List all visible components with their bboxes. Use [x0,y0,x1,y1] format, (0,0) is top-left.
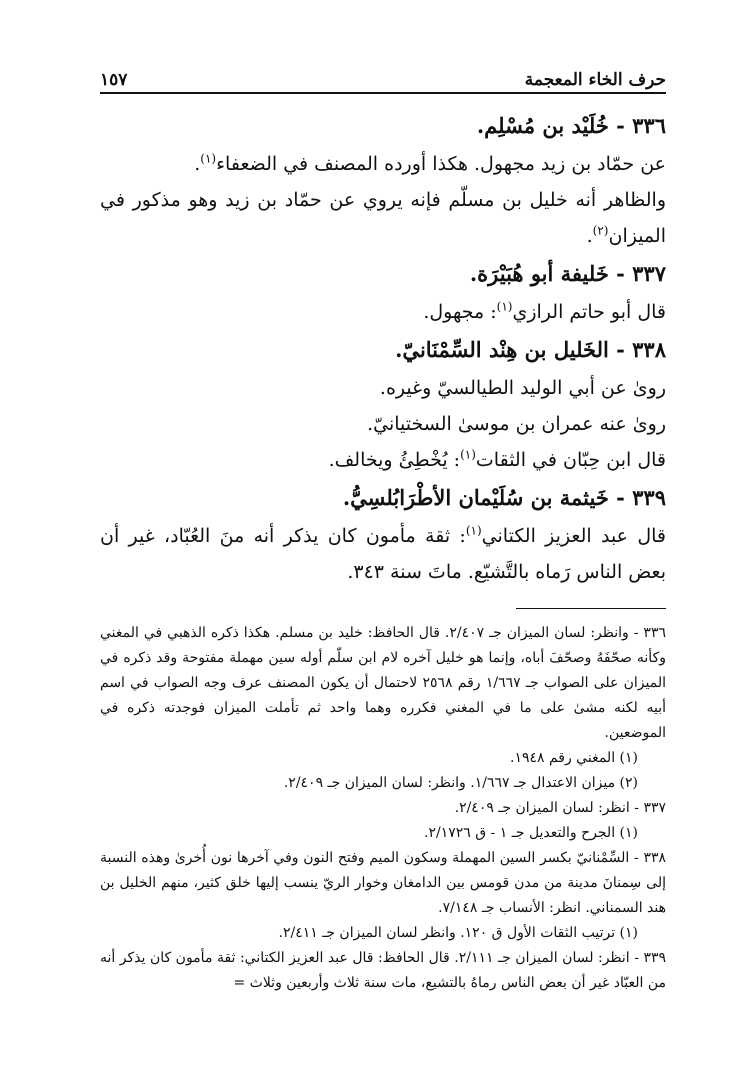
entries [100,106,666,590]
footnote-marker: (١) [200,151,217,166]
entry-line: قال أبو حاتم الرازي$^{(١)}$: مجهول. [423,299,666,323]
chapter-title: حرف الخاء المعجمة [524,70,666,90]
entry-line: والظاهر أنه خليل بن مسلّم فإنه يروي عن حمّاد بن زيد وهو مذكور في الميزان$^{(٢)}$. [100,189,666,247]
entry-heading: ٣٣٨ - الخَليل بن هِنْد السِّمْنَانيّ. [395,337,666,362]
entry-339 [100,478,666,590]
entry-line: روىٰ عن أبي الوليد الطيالسيّ وغيره. [379,377,666,399]
header-rule [100,92,666,94]
entry-336 [100,106,666,254]
running-header [100,60,666,90]
entry-338 [100,330,666,478]
footnote: ٣٣٧ - انظر: لسان الميزان جـ ٢/٤٠٩. [454,800,666,816]
footnotes [100,621,666,996]
footnote: ٣٣٨ - السِّمْنانيّ بكسر السين المهملة وسكون الميم وفتح النون وفي آخرها نون أُخرىٰ وهذه النسبة إلى سِمنانَ مدينة من مدن قومس بين الدامغان وخوار الريّ ينسب إليها خلق كثير، منهم الخليل بن هند السمناني. انظر: الأنساب جـ ٧/١٤٨. [100,850,666,916]
footnote: ٣٣٩ - انظر: لسان الميزان جـ ٢/١١١. قال الحافظ: قال عبد العزيز الكتاني: ثقة مأمون كان يذكر أنه من العبّاد غير أن بعض الناس رماهُ بالتشيع، مات سنة ثلاث وأربعين وثلاث = [100,950,667,991]
footnote: (٢) ميزان الاعتدال جـ ١/٦٦٧. وانظر: لسان الميزان جـ ٢/٤٠٩. [283,775,638,791]
footnote-marker: (١) [460,447,476,462]
footnote: (١) ترتيب الثقات الأول ق ١٢٠. وانظر لسان الميزان جـ ٢/٤١١. [278,925,638,941]
page-number: ١٥٧ [100,70,128,90]
entry-heading: ٣٣٩ - خَيثمة بن سُلَيْمان الأطْرَابُلسِيُّ. [342,485,666,510]
entry-line: عن حمّاد بن زيد مجهول. هكذا أورده المصنف في الضعفاء$^{(١)}$. [194,151,666,175]
footnote-marker: (١) [496,299,513,314]
footnote: (١) الجرح والتعديل جـ ١ - ق ٢/١٧٢٦. [424,825,638,841]
footnote-rule [516,608,666,609]
entry-line: قال ابن حِبّان في الثقات$^{(١)}$: يُخْطِئُ ويخالف. [328,447,666,471]
entry-line: روىٰ عنه عمران بن موسىٰ السختيانيّ. [367,413,666,435]
footnote-marker: (١) [465,523,482,538]
book-page [100,60,666,996]
entry-heading: ٣٣٧ - خَليفة أبو هُبَيْرَة. [469,261,666,286]
footnote: (١) المغني رقم ١٩٤٨. [509,750,638,766]
entry-337 [100,254,666,330]
footnote-marker: (٢) [592,223,609,238]
footnote: ٣٣٦ - وانظر: لسان الميزان جـ ٢/٤٠٧. قال الحافظ: خليد بن مسلم. هكذا ذكره الذهبي في المغني وكأنه صحّفَهُ وصحّفَ أباه، وإنما هو خليل آخره لام ابن سلّم أوله سين مهملة مفتوحة وقد ذكره في الميزان على الصواب جـ ١/٦٦٧ رقم ٢٥٦٨ لاحتمال أن يكون المصنف عرف وجه الصواب في اسم أبيه لكنه مشىٰ على ما في المغني فكرره وهما واحد ثم تأملت الميزان فوجدته ذكره في الموضعين. [100,625,667,741]
entry-line: قال عبد العزيز الكتاني$^{(١)}$: ثقة مأمون كان يذكر أنه منَ العُبّاد، غير أن بعض الناس رَماه بالتَّشيّع. ماتَ سنة ٣٤٣. [100,523,666,583]
entry-heading: ٣٣٦ - خُلَيْد بن مُسْلِم. [476,113,666,138]
